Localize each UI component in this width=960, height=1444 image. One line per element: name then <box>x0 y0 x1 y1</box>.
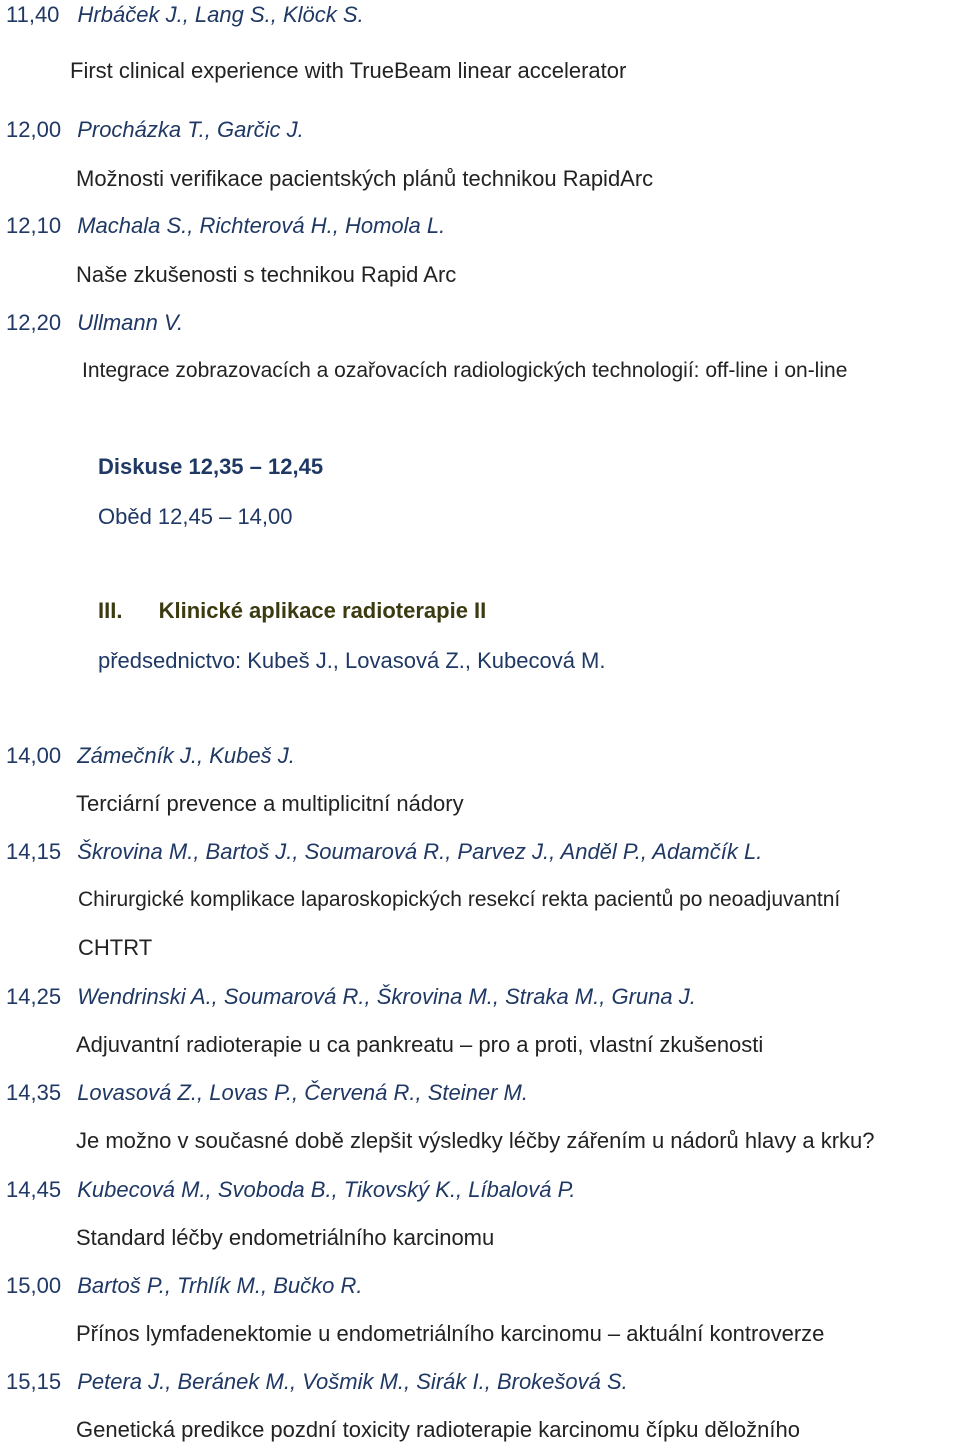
entry-4-header <box>6 310 183 336</box>
entry-time: 12,10 <box>6 213 62 238</box>
entry-authors: Škrovina M., Bartoš J., Soumarová R., Parvez J., Anděl P., Adamčík L. <box>77 839 763 864</box>
entry-authors: Zámečník J., Kubeš J. <box>77 743 295 768</box>
entry-9-header <box>6 1177 576 1203</box>
entry-2-header <box>6 117 304 143</box>
entry-time: 15,00 <box>6 1273 62 1298</box>
entry-3-header <box>6 213 445 239</box>
section-title: Klinické aplikace radioterapie II <box>158 598 487 623</box>
entry-6-header <box>6 839 762 865</box>
section-heading <box>98 598 486 624</box>
entry-authors: Machala S., Richterová H., Homola L. <box>77 213 446 238</box>
entry-title: Genetická predikce pozdní toxicity radioterapie karcinomu čípku děložního <box>76 1417 800 1442</box>
entry-5-header <box>6 743 295 769</box>
entry-authors: Ullmann V. <box>77 310 184 335</box>
section-number: III. <box>98 598 123 623</box>
entry-authors: Bartoš P., Trhlík M., Bučko R. <box>77 1273 363 1298</box>
entry-time: 14,35 <box>6 1080 62 1105</box>
entry-time: 15,15 <box>6 1369 62 1394</box>
entry-title-continued: CHTRT <box>78 935 153 960</box>
entry-authors: Hrbáček J., Lang S., Klöck S. <box>77 2 364 27</box>
entry-authors: Kubecová M., Svoboda B., Tikovský K., Líbalová P. <box>77 1177 576 1202</box>
discussion-line: Diskuse 12,35 – 12,45 <box>98 454 324 479</box>
entry-title: Integrace zobrazovacích a ozařovacích radiologických technologií: off-line i on-line <box>82 359 848 382</box>
entry-title: Je možno v současné době zlepšit výsledky léčby zářením u nádorů hlavy a krku? <box>76 1128 875 1153</box>
entry-1-header <box>6 2 364 28</box>
section-chairs: předsednictvo: Kubeš J., Lovasová Z., Kubecová M. <box>98 648 606 673</box>
entry-authors: Petera J., Beránek M., Vošmik M., Sirák I., Brokešová S. <box>77 1369 628 1394</box>
entry-7-header <box>6 984 696 1010</box>
entry-title: Terciární prevence a multiplicitní nádory <box>76 791 464 816</box>
entry-time: 11,40 <box>6 2 60 27</box>
entry-time: 12,20 <box>6 310 62 335</box>
entry-8-header <box>6 1080 528 1106</box>
entry-time: 14,25 <box>6 984 62 1009</box>
entry-title: Přínos lymfadenektomie u endometriálního karcinomu – aktuální kontroverze <box>76 1321 825 1346</box>
entry-title: Možnosti verifikace pacientských plánů technikou RapidArc <box>76 166 654 191</box>
entry-title: Adjuvantní radioterapie u ca pankreatu – pro a proti, vlastní zkušenosti <box>76 1032 764 1057</box>
entry-title: Standard léčby endometriálního karcinomu <box>76 1225 495 1250</box>
entry-title: Chirurgické komplikace laparoskopických resekcí rekta pacientů po neoadjuvantní <box>78 888 841 911</box>
entry-authors: Wendrinski A., Soumarová R., Škrovina M., Straka M., Gruna J. <box>77 984 696 1009</box>
entry-time: 14,00 <box>6 743 62 768</box>
entry-11-header <box>6 1369 628 1395</box>
entry-time: 14,15 <box>6 839 62 864</box>
entry-authors: Procházka T., Garčic J. <box>77 117 304 142</box>
entry-title: First clinical experience with TrueBeam linear accelerator <box>70 58 627 83</box>
entry-10-header <box>6 1273 362 1299</box>
lunch-line: Oběd 12,45 – 14,00 <box>98 504 293 529</box>
entry-time: 14,45 <box>6 1177 62 1202</box>
entry-authors: Lovasová Z., Lovas P., Červená R., Steiner M. <box>77 1080 528 1105</box>
entry-title: Naše zkušenosti s technikou Rapid Arc <box>76 262 457 287</box>
entry-time: 12,00 <box>6 117 62 142</box>
